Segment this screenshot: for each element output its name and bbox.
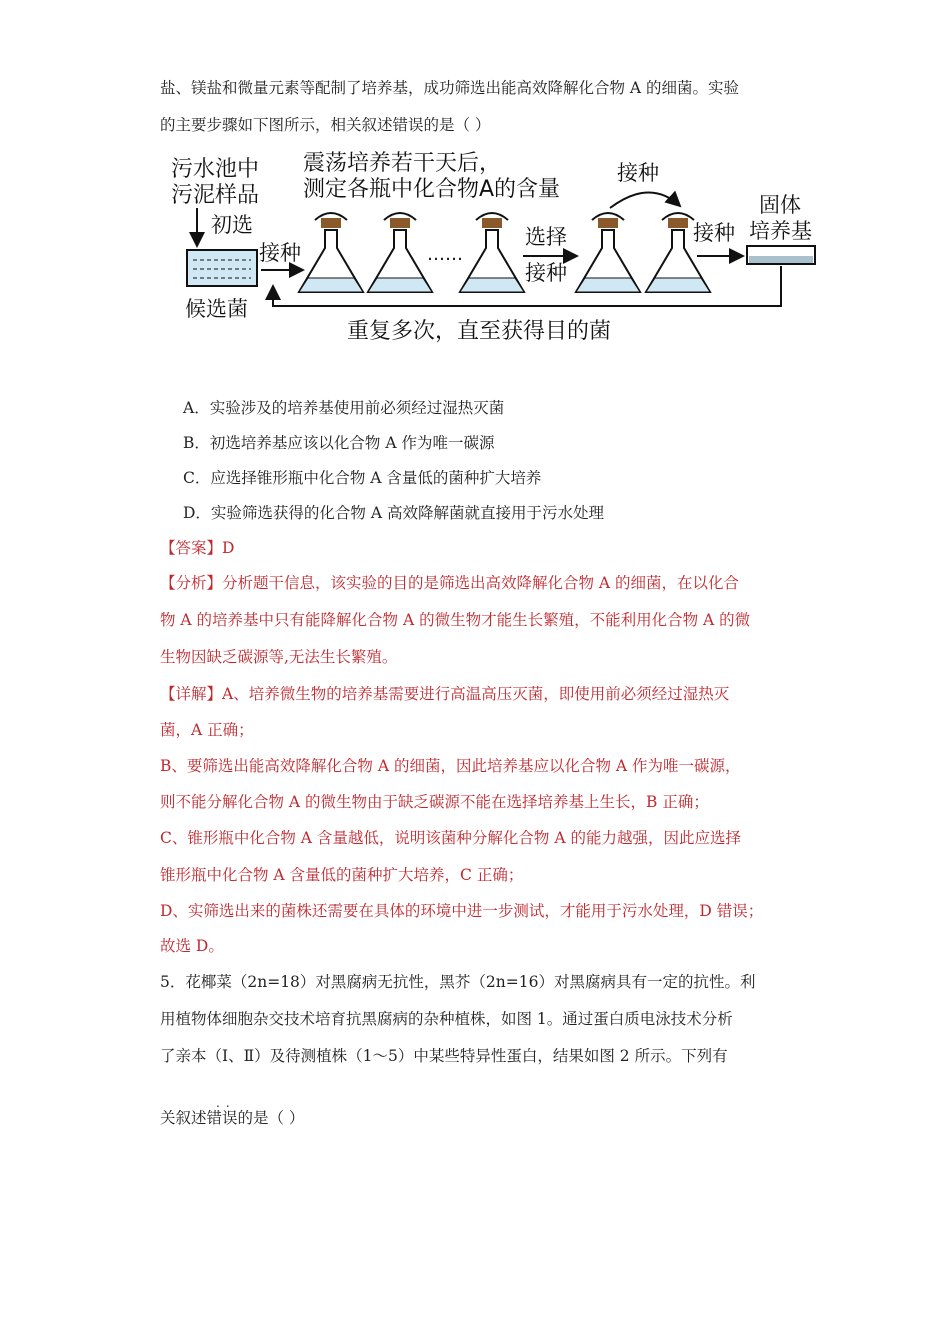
option-d: D．实验筛选获得的化合物 A 高效降解菌就直接用于污水处理 bbox=[183, 504, 604, 522]
label-inoculate-2: 接种 bbox=[525, 261, 567, 285]
label-select: 选择 bbox=[525, 225, 567, 249]
detail-line-6: 锥形瓶中化合物 A 含量低的菌种扩大培养，C 正确； bbox=[160, 866, 524, 884]
solid-medium-dish bbox=[747, 246, 815, 264]
emphasis-dots: .. bbox=[216, 1096, 236, 1110]
label-inoculate-4: 接种 bbox=[693, 221, 735, 245]
question-5-line-3: 了亲本（Ⅰ、Ⅱ）及待测植株（1～5）中某些特异性蛋白，结果如图 2 所示。下列有 bbox=[160, 1047, 728, 1065]
option-c: C．应选择锥形瓶中化合物 A 含量低的菌种扩大培养 bbox=[183, 469, 542, 487]
analysis-line-3: 生物因缺乏碳源等,无法生长繁殖。 bbox=[160, 648, 398, 666]
question-5-line-1: 5．花椰菜（2n=18）对黑腐病无抗性，黑芥（2n=16）对黑腐病具有一定的抗性。利 bbox=[160, 973, 756, 991]
label-inoculate-1: 接种 bbox=[259, 241, 301, 265]
detail-line-5: C、锥形瓶中化合物 A 含量越低，说明该菌种分解化合物 A 的能力越强，因此应选择 bbox=[160, 829, 741, 847]
experiment-diagram bbox=[165, 148, 825, 348]
detail-line-7: D、实筛选出来的菌株还需要在具体的环境中进一步测试，才能用于污水处理，D 错误； bbox=[160, 902, 764, 920]
intro-line-2: 的主要步骤如下图所示，相关叙述错误的是（ ） bbox=[160, 116, 491, 134]
option-b: B．初选培养基应该以化合物 A 作为唯一碳源 bbox=[183, 434, 495, 452]
label-repeat: 重复多次，直至获得目的菌 bbox=[347, 319, 612, 344]
label-shake-line2: 测定各瓶中化合物A的含量 bbox=[303, 177, 561, 202]
flask-1 bbox=[299, 213, 363, 292]
label-primary-select: 初选 bbox=[211, 213, 253, 237]
detail-line-3: B、要筛选出能高效降解化合物 A 的细菌，因此培养基应以化合物 A 作为唯一碳源， bbox=[160, 757, 741, 775]
label-sample-line1: 污水池中 bbox=[171, 157, 260, 182]
label-inoculate-3: 接种 bbox=[617, 161, 659, 185]
answer: 【答案】D bbox=[160, 539, 235, 557]
analysis-line-1: 【分析】分析题干信息，该实验的目的是筛选出高效降解化合物 A 的细菌，在以化合 bbox=[160, 574, 740, 592]
label-ellipsis: …… bbox=[427, 244, 463, 265]
flask-2 bbox=[368, 213, 432, 292]
label-solid-line1: 固体 bbox=[759, 193, 801, 217]
detail-line-4: 则不能分解化合物 A 的微生物由于缺乏碳源不能在选择培养基上生长，B 正确； bbox=[160, 793, 709, 811]
detail-line-1: 【详解】A、培养微生物的培养基需要进行高温高压灭菌，即使用前必须经过湿热灭 bbox=[160, 685, 730, 703]
arrow-curved bbox=[610, 192, 680, 208]
label-solid-line2: 培养基 bbox=[749, 219, 812, 243]
detail-line-2: 菌，A 正确； bbox=[160, 721, 254, 739]
flask-3 bbox=[460, 213, 524, 292]
label-candidate: 候选菌 bbox=[185, 297, 248, 321]
label-shake-line1: 震荡培养若干天后， bbox=[303, 151, 502, 176]
analysis-line-2: 物 A 的培养基中只有能降解化合物 A 的微生物才能生长繁殖，不能利用化合物 A 的微 bbox=[160, 611, 751, 629]
detail-line-8: 故选 D。 bbox=[160, 937, 224, 955]
flask-4 bbox=[576, 213, 640, 292]
question-5-line-4: 关叙述错误的是（ ） bbox=[160, 1109, 305, 1127]
option-a: A．实验涉及的培养基使用前必须经过湿热灭菌 bbox=[183, 399, 505, 417]
question-5-line-2: 用植物体细胞杂交技术培育抗黑腐病的杂种植株，如图 1。通过蛋白质电泳技术分析 bbox=[160, 1010, 733, 1028]
label-sample-line2: 污泥样品 bbox=[171, 183, 260, 208]
candidate-container bbox=[187, 250, 257, 286]
intro-line-1: 盐、镁盐和微量元素等配制了培养基，成功筛选出能高效降解化合物 A 的细菌。实验 bbox=[160, 79, 740, 97]
